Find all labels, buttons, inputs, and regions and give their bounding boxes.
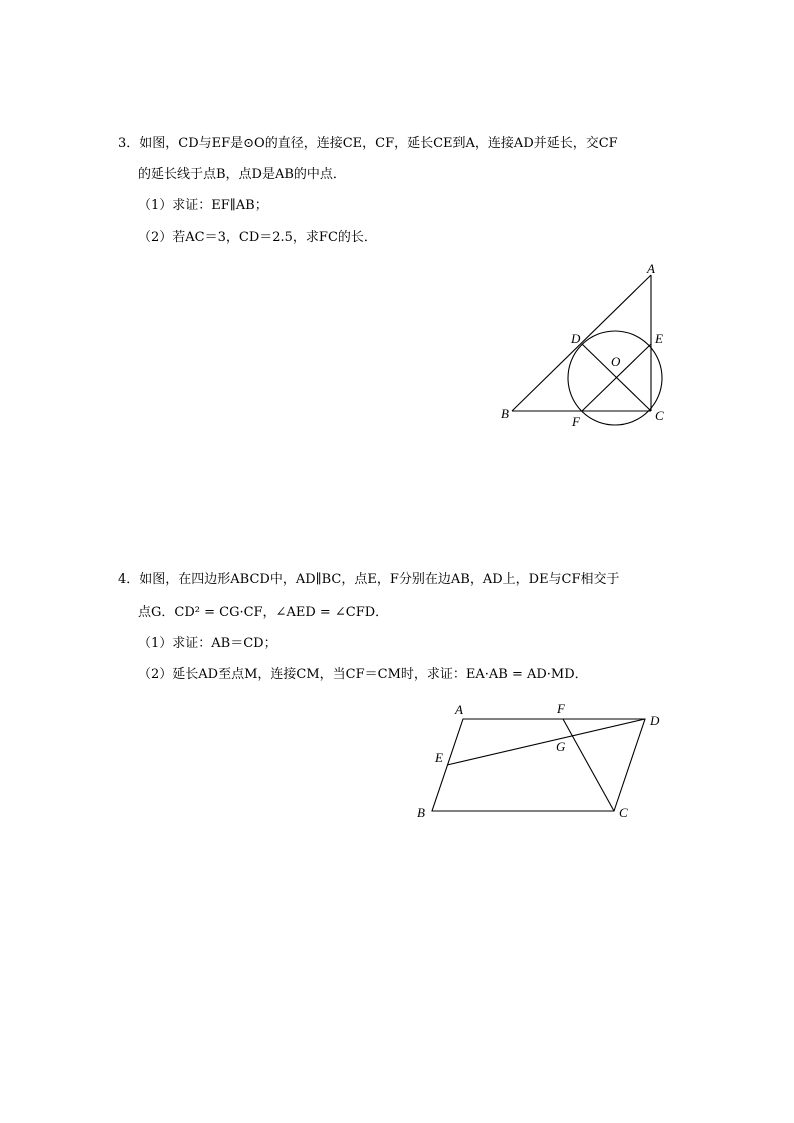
label-e: E [655, 331, 663, 346]
label-f: F [572, 414, 580, 429]
figure-problem4 [432, 719, 645, 811]
problem3-part1: （1）求证：EF∥AB； [138, 198, 268, 213]
label-a: A [455, 702, 463, 717]
problem4-statement-line2: 点G．CD² = CG·CF，∠AED = ∠CFD． [138, 605, 389, 620]
label-b: B [417, 805, 425, 820]
figure-problem3 [512, 275, 662, 425]
problem3-statement-line1: 3．如图，CD与EF是⊙O的直径，连接CE，CF，延长CE到A，连接AD并延长，交CF [118, 136, 618, 151]
problem4-part2: （2）延长AD至点M，连接CM，当CF＝CM时，求证：EA·AB = AD·MD． [138, 667, 588, 682]
label-c: C [655, 408, 664, 423]
segment-de [447, 719, 645, 765]
quadrilateral-abcd [432, 719, 645, 811]
label-d: D [650, 713, 660, 728]
label-g: G [556, 739, 566, 754]
label-f: F [557, 701, 565, 716]
label-a: A [647, 261, 655, 276]
label-e: E [435, 750, 443, 765]
label-o: O [611, 354, 621, 369]
problem3-part2: （2）若AC＝3，CD＝2.5，求FC的长． [138, 230, 377, 245]
problem4-part1: （1）求证：AB＝CD； [138, 636, 277, 651]
segment-cf [563, 719, 614, 811]
label-c: C [619, 805, 628, 820]
label-d: D [571, 331, 581, 346]
label-b: B [501, 406, 509, 421]
problem4-statement-line1: 4．如图，在四边形ABCD中，AD∥BC，点E，F分别在边AB，AD上，DE与CF相交于 [118, 572, 620, 587]
problem3-statement-line2: 的延长线于点B，点D是AB的中点． [138, 167, 346, 182]
